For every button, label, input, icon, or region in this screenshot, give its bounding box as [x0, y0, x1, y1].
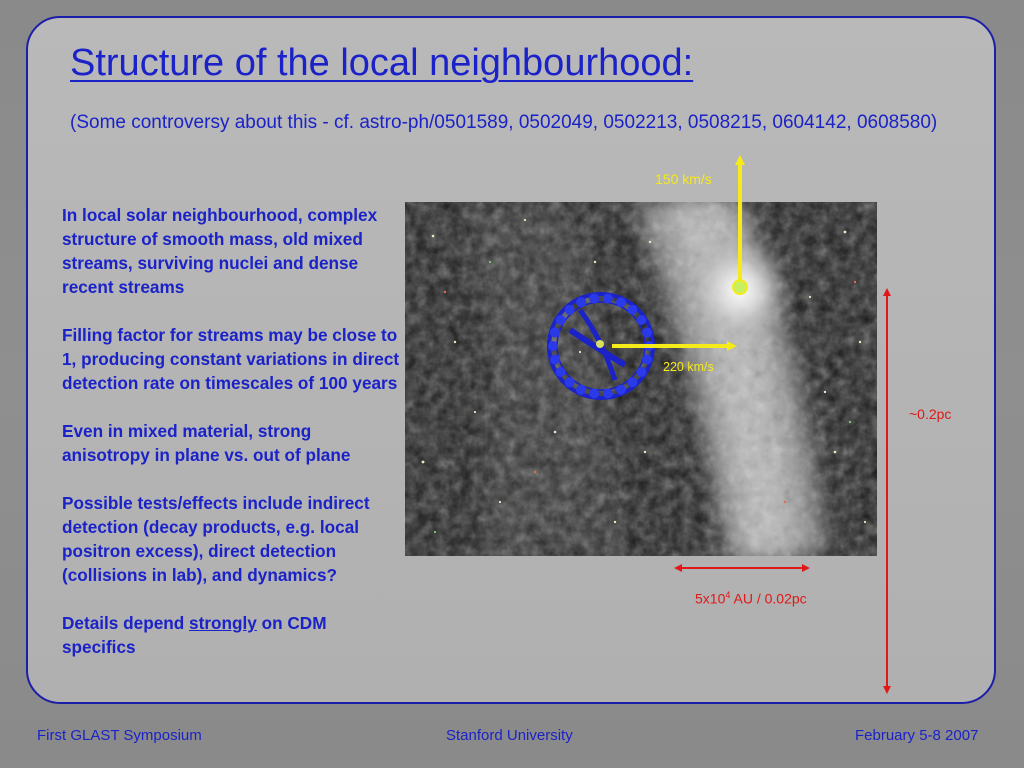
- bullet-item: Possible tests/effects include indirect detection (decay products, e.g. local positron excess), direct detection (collisions in lab), and dynamics?: [62, 493, 370, 585]
- footer-left: First GLAST Symposium: [37, 727, 202, 744]
- slide-title: Structure of the local neighbourhood:: [70, 42, 694, 84]
- stream-simulation-image: [405, 202, 877, 556]
- velocity-up-label: 150 km/s: [655, 171, 712, 187]
- bullet-list: [62, 203, 402, 683]
- velocity-right-label: 220 km/s: [663, 360, 714, 374]
- slide-subtitle: (Some controversy about this - cf. astro-ph/0501589, 0502049, 0502213, 0508215, 0604142, 0608580): [70, 112, 938, 133]
- bullet-item: Filling factor for streams may be close to 1, producing constant variations in direct detection rate on timescales of 100 years: [62, 325, 400, 393]
- footer-center: Stanford University: [446, 727, 573, 744]
- bullet-item: Even in mixed material, strong anisotropy in plane vs. out of plane: [62, 421, 351, 465]
- details-prefix: Details depend: [62, 613, 190, 633]
- details-emphasis: strongly: [189, 613, 257, 633]
- scale-horizontal-suffix: AU / 0.02pc: [730, 590, 807, 607]
- footer-right: February 5-8 2007: [855, 727, 979, 744]
- details-suffix: on CDM specifics: [62, 613, 327, 657]
- scale-horizontal-label: [695, 590, 807, 607]
- scale-vertical-label: ~0.2pc: [909, 406, 952, 422]
- bullet-item-details: [62, 611, 402, 659]
- bullet-item: In local solar neighbourhood, complex structure of smooth mass, old mixed streams, surviving nuclei and dense recent streams: [62, 205, 378, 297]
- scale-horizontal-exp: 4: [725, 590, 731, 600]
- scale-horizontal-prefix: 5x10: [695, 590, 726, 607]
